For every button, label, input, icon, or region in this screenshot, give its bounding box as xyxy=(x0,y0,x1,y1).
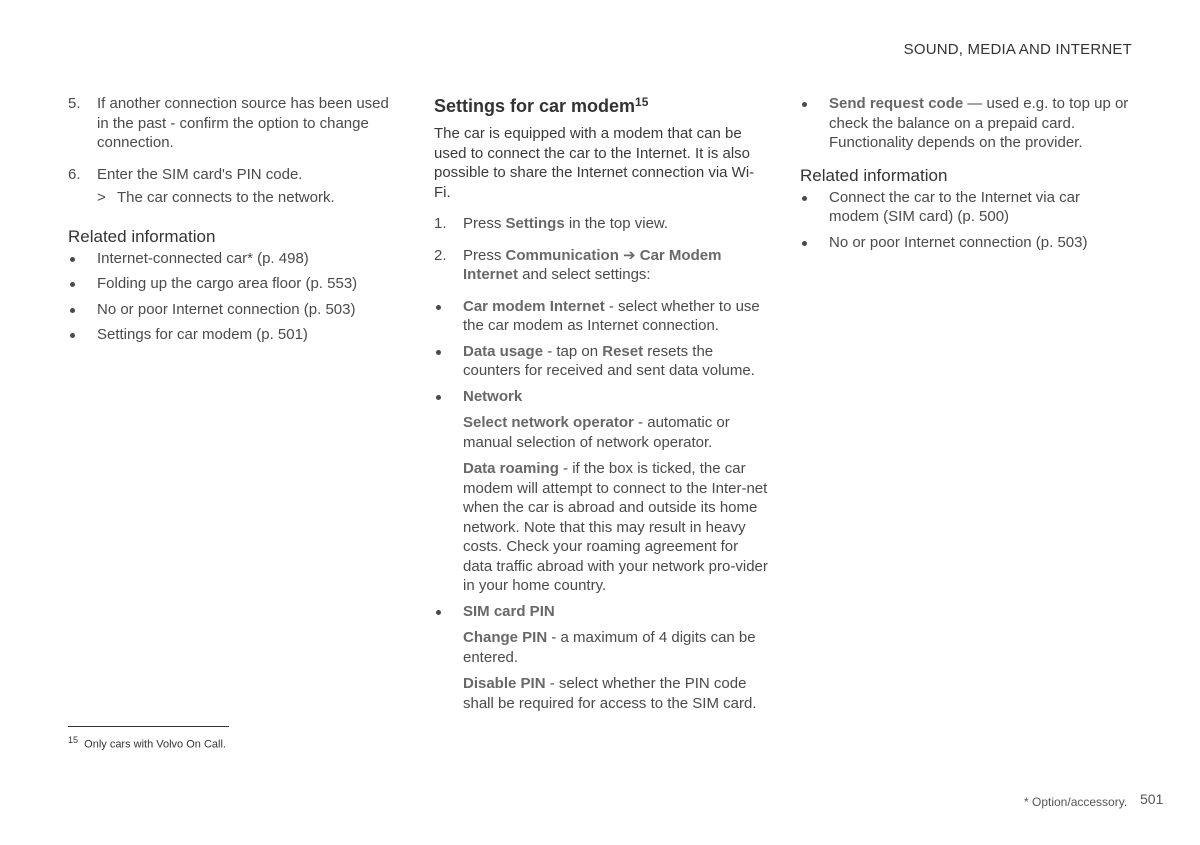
option-name: Reset xyxy=(602,342,644,360)
page-number: 501 xyxy=(1140,791,1164,807)
step-number: 5. xyxy=(68,95,81,112)
option-name: Change PIN xyxy=(463,629,548,646)
section-intro: The car is equipped with a modem that can be used to connect the car to the Internet. It is also possible to share the Internet connection via Wi-Fi. xyxy=(434,125,755,201)
related-link-text[interactable]: Connect the car to the Internet via car modem (SIM card) (p. 500) xyxy=(829,188,1080,225)
sub-option xyxy=(463,459,770,596)
bullet-icon xyxy=(70,257,75,262)
related-heading: Related information xyxy=(800,165,948,185)
running-header: SOUND, MEDIA AND INTERNET xyxy=(903,41,1132,58)
step-item xyxy=(434,246,770,285)
related-link[interactable] xyxy=(800,188,1132,227)
bullet-icon xyxy=(436,610,441,615)
option-accessory-note: * Option/accessory. xyxy=(1024,795,1128,809)
section-title xyxy=(434,94,770,118)
bullet-icon xyxy=(436,350,441,355)
option-desc: - select whether the PIN code shall be required for access to the SIM card. xyxy=(463,675,757,712)
footnote-number: 15 xyxy=(68,735,79,745)
option-desc: — used e.g. to top up or check the balance on a prepaid card. Functionality depends on the provider. xyxy=(829,95,1129,151)
bullet-icon xyxy=(436,305,441,310)
related-link-text[interactable]: Folding up the cargo area floor (p. 553) xyxy=(97,275,358,292)
related-link[interactable] xyxy=(68,300,400,320)
step-item xyxy=(68,94,400,153)
section-title-text: Settings for car modem xyxy=(434,96,636,116)
column-left xyxy=(68,94,400,351)
option-desc: - select whether to use the car modem as Internet connection. xyxy=(463,297,760,334)
bullet-icon xyxy=(70,333,75,338)
option-item xyxy=(800,94,1132,153)
step-text: Press xyxy=(463,215,506,232)
related-link[interactable] xyxy=(800,233,1132,253)
footnote xyxy=(68,733,226,752)
option-name: Disable PIN xyxy=(463,675,546,692)
option-name: Car modem Internet xyxy=(463,297,605,315)
step-number: 6. xyxy=(68,165,81,183)
menu-path: Communication ➔ Car Modem Internet xyxy=(463,246,722,283)
step-text: If another connection source has been used in the past - confirm the option to change connection. xyxy=(97,95,389,151)
option-item xyxy=(434,602,770,714)
column-middle xyxy=(434,94,770,719)
bullet-icon xyxy=(70,282,75,287)
option-item xyxy=(434,387,770,596)
column-right xyxy=(800,94,1132,258)
step-item xyxy=(68,165,400,208)
related-link-text[interactable]: Internet-connected car* (p. 498) xyxy=(97,249,309,267)
bullet-icon xyxy=(436,395,441,400)
step-text: and select settings: xyxy=(518,266,651,283)
related-heading: Related information xyxy=(68,226,216,246)
related-link[interactable] xyxy=(68,274,400,294)
menu-path: Settings xyxy=(505,215,565,232)
related-link[interactable] xyxy=(68,249,400,269)
footnote-ref[interactable]: 15 xyxy=(635,95,649,109)
option-name: SIM card PIN xyxy=(463,602,555,620)
result-text: The car connects to the network. xyxy=(117,189,335,206)
option-name: Network xyxy=(463,387,523,405)
step-text: Press xyxy=(463,246,506,264)
option-name: Select network operator xyxy=(463,414,634,431)
footnote-text: Only cars with Volvo On Call. xyxy=(84,738,226,751)
step-text: Enter the SIM card's PIN code. xyxy=(97,165,303,183)
option-desc: - tap on xyxy=(543,342,603,360)
option-desc: - automatic or manual selection of network operator. xyxy=(463,414,730,451)
option-desc: - if the box is ticked, the car modem will attempt to connect to the Inter-net when the car is abroad and outside its home network. Note that this may result in heavy costs. Check your roaming agreement for data traffic abroad with your network pro-vider in your home country. xyxy=(463,460,768,594)
step-number: 1. xyxy=(434,215,447,232)
option-item xyxy=(434,297,770,336)
step-item xyxy=(434,214,770,234)
bullet-icon xyxy=(802,196,807,201)
result-marker: > xyxy=(97,189,106,206)
option-name: Send request code xyxy=(829,95,964,112)
option-name: Data usage xyxy=(463,342,544,360)
option-desc: - a maximum of 4 digits can be entered. xyxy=(463,629,756,666)
related-link-text[interactable]: Settings for car modem (p. 501) xyxy=(97,326,308,343)
step-result xyxy=(97,188,400,208)
step-text: in the top view. xyxy=(564,215,669,232)
option-desc: resets the counters for received and sent data volume. xyxy=(463,342,755,379)
related-link-text[interactable]: No or poor Internet connection (p. 503) xyxy=(97,300,356,318)
bullet-icon xyxy=(802,102,807,107)
sub-option xyxy=(463,413,770,452)
bullet-icon xyxy=(70,308,75,313)
option-name: Data roaming xyxy=(463,460,559,477)
footnote-divider xyxy=(68,726,229,727)
related-link[interactable] xyxy=(68,325,400,345)
option-item xyxy=(434,342,770,381)
sub-option xyxy=(463,674,770,713)
bullet-icon xyxy=(802,241,807,246)
sub-option xyxy=(463,628,770,667)
related-link-text[interactable]: No or poor Internet connection (p. 503) xyxy=(829,233,1088,251)
step-number: 2. xyxy=(434,246,447,264)
